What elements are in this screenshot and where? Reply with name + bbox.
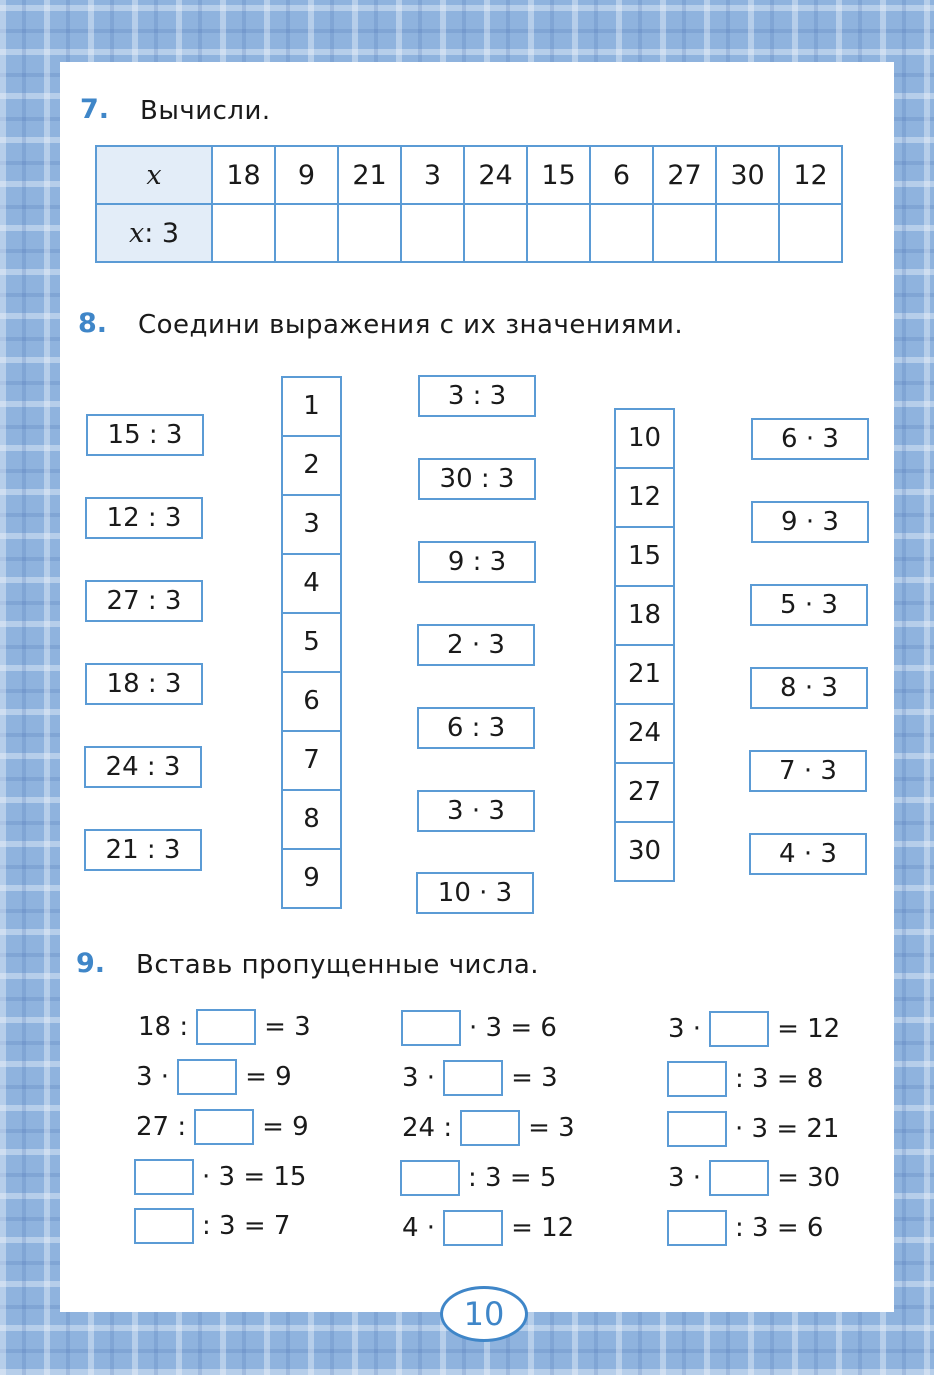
- expression-box[interactable]: 24 : 3: [84, 746, 202, 788]
- eq-right: = 3: [511, 1063, 558, 1093]
- task-9-title: Вставь пропущенные числа.: [136, 950, 540, 980]
- answer-cell[interactable]: [275, 204, 338, 262]
- value-cell: 21: [338, 146, 401, 204]
- equation: [659, 1060, 823, 1098]
- answer-blank[interactable]: [134, 1208, 194, 1244]
- value-box[interactable]: 4: [283, 555, 340, 614]
- value-box[interactable]: 27: [616, 764, 673, 823]
- value-cell: 15: [527, 146, 590, 204]
- eq-left: 18 :: [138, 1012, 189, 1042]
- answer-blank[interactable]: [196, 1009, 256, 1045]
- eq-left: 4 ·: [402, 1213, 436, 1243]
- table-row-result: [96, 204, 842, 262]
- expression-box[interactable]: 6 : 3: [417, 707, 535, 749]
- answer-blank[interactable]: [667, 1111, 727, 1147]
- row-label-x: x: [96, 146, 212, 204]
- value-column-1-9: [281, 376, 342, 909]
- table-row-x: [96, 146, 842, 204]
- expression-box[interactable]: 18 : 3: [85, 663, 203, 705]
- value-box[interactable]: 15: [616, 528, 673, 587]
- row-label-var: x: [128, 217, 145, 249]
- answer-cell[interactable]: [779, 204, 842, 262]
- answer-blank[interactable]: [443, 1060, 503, 1096]
- row-label-x-div-3: [96, 204, 212, 262]
- eq-right: = 30: [777, 1163, 841, 1193]
- value-cell: 6: [590, 146, 653, 204]
- equation: [659, 1110, 839, 1148]
- value-box[interactable]: 3: [283, 496, 340, 555]
- value-box[interactable]: 10: [616, 410, 673, 469]
- answer-blank[interactable]: [443, 1210, 503, 1246]
- eq-right: = 12: [511, 1213, 575, 1243]
- eq-right: · 3 = 6: [469, 1013, 557, 1043]
- eq-right: = 9: [245, 1062, 292, 1092]
- eq-right: = 9: [262, 1112, 309, 1142]
- answer-cell[interactable]: [338, 204, 401, 262]
- task-8-number: 8.: [78, 308, 108, 339]
- value-cell: 18: [212, 146, 275, 204]
- answer-cell[interactable]: [401, 204, 464, 262]
- eq-left: 24 :: [402, 1113, 453, 1143]
- expression-box[interactable]: 2 · 3: [417, 624, 535, 666]
- value-box[interactable]: 2: [283, 437, 340, 496]
- equation: [393, 1009, 557, 1047]
- expression-box[interactable]: 21 : 3: [84, 829, 202, 871]
- expression-box[interactable]: 9 : 3: [418, 541, 536, 583]
- eq-left: 27 :: [136, 1112, 187, 1142]
- value-box[interactable]: 9: [303, 863, 320, 893]
- page-number: 10: [440, 1286, 528, 1342]
- value-box[interactable]: 12: [616, 469, 673, 528]
- eq-right: : 3 = 8: [735, 1064, 824, 1094]
- equation: [668, 1159, 840, 1197]
- equation: [126, 1158, 306, 1196]
- value-box[interactable]: 24: [616, 705, 673, 764]
- eq-right: = 3: [264, 1012, 311, 1042]
- value-box[interactable]: 18: [616, 587, 673, 646]
- answer-blank[interactable]: [177, 1059, 237, 1095]
- answer-blank[interactable]: [460, 1110, 520, 1146]
- value-box[interactable]: 1: [283, 378, 340, 437]
- task-8-title: Соедини выражения с их значениями.: [138, 310, 684, 340]
- task-7-title: Вычисли.: [140, 96, 271, 126]
- answer-cell[interactable]: [716, 204, 779, 262]
- answer-blank[interactable]: [709, 1160, 769, 1196]
- value-box[interactable]: 30: [627, 836, 662, 866]
- eq-right: : 3 = 7: [202, 1211, 291, 1241]
- row-label-op: : 3: [144, 217, 180, 249]
- eq-left: 3 ·: [668, 1014, 702, 1044]
- equation: [136, 1108, 309, 1146]
- eq-left: 3 ·: [402, 1063, 436, 1093]
- expression-box[interactable]: 3 : 3: [418, 375, 536, 417]
- answer-cell[interactable]: [590, 204, 653, 262]
- value-box[interactable]: 7: [283, 732, 340, 791]
- task-9-number: 9.: [76, 948, 106, 979]
- calc-table: [95, 145, 843, 263]
- value-box[interactable]: 6: [283, 673, 340, 732]
- equation: [392, 1159, 556, 1197]
- equation: [659, 1209, 823, 1247]
- value-cell: 30: [716, 146, 779, 204]
- expression-box[interactable]: 12 : 3: [85, 497, 203, 539]
- answer-blank[interactable]: [194, 1109, 254, 1145]
- answer-blank[interactable]: [709, 1011, 769, 1047]
- value-cell: 3: [401, 146, 464, 204]
- expression-box[interactable]: 30 : 3: [418, 458, 536, 500]
- value-column-10-30: [614, 408, 675, 882]
- expression-box[interactable]: 10 · 3: [416, 872, 534, 914]
- value-box[interactable]: 5: [283, 614, 340, 673]
- answer-cell[interactable]: [527, 204, 590, 262]
- answer-cell[interactable]: [212, 204, 275, 262]
- value-box[interactable]: 8: [283, 791, 340, 850]
- eq-right: : 3 = 6: [735, 1213, 824, 1243]
- expression-box[interactable]: 15 : 3: [86, 414, 204, 456]
- equation: [402, 1109, 575, 1147]
- eq-right: = 3: [528, 1113, 575, 1143]
- value-box[interactable]: 21: [616, 646, 673, 705]
- value-cell: 27: [653, 146, 716, 204]
- answer-blank[interactable]: [667, 1210, 727, 1246]
- eq-left: 3 ·: [136, 1062, 170, 1092]
- eq-right: : 3 = 5: [468, 1163, 557, 1193]
- expression-box[interactable]: 9 · 3: [751, 501, 869, 543]
- expression-box[interactable]: 27 : 3: [85, 580, 203, 622]
- expression-box[interactable]: 7 · 3: [749, 750, 867, 792]
- equation: [126, 1207, 290, 1245]
- value-cell: 12: [779, 146, 842, 204]
- equation: [136, 1058, 292, 1096]
- answer-blank[interactable]: [401, 1010, 461, 1046]
- task-7-number: 7.: [80, 94, 110, 125]
- expression-box[interactable]: 5 · 3: [750, 584, 868, 626]
- equation: [402, 1059, 558, 1097]
- expression-box[interactable]: 6 · 3: [751, 418, 869, 460]
- equation: [402, 1209, 574, 1247]
- answer-blank[interactable]: [667, 1061, 727, 1097]
- eq-left: 3 ·: [668, 1163, 702, 1193]
- expression-box[interactable]: 8 · 3: [750, 667, 868, 709]
- value-cell: 9: [275, 146, 338, 204]
- eq-right: · 3 = 21: [735, 1114, 840, 1144]
- expression-box[interactable]: 3 · 3: [417, 790, 535, 832]
- equation: [138, 1008, 311, 1046]
- equation: [668, 1010, 840, 1048]
- answer-blank[interactable]: [134, 1159, 194, 1195]
- answer-cell[interactable]: [464, 204, 527, 262]
- eq-right: · 3 = 15: [202, 1162, 307, 1192]
- value-cell: 24: [464, 146, 527, 204]
- eq-right: = 12: [777, 1014, 841, 1044]
- answer-blank[interactable]: [400, 1160, 460, 1196]
- expression-box[interactable]: 4 · 3: [749, 833, 867, 875]
- answer-cell[interactable]: [653, 204, 716, 262]
